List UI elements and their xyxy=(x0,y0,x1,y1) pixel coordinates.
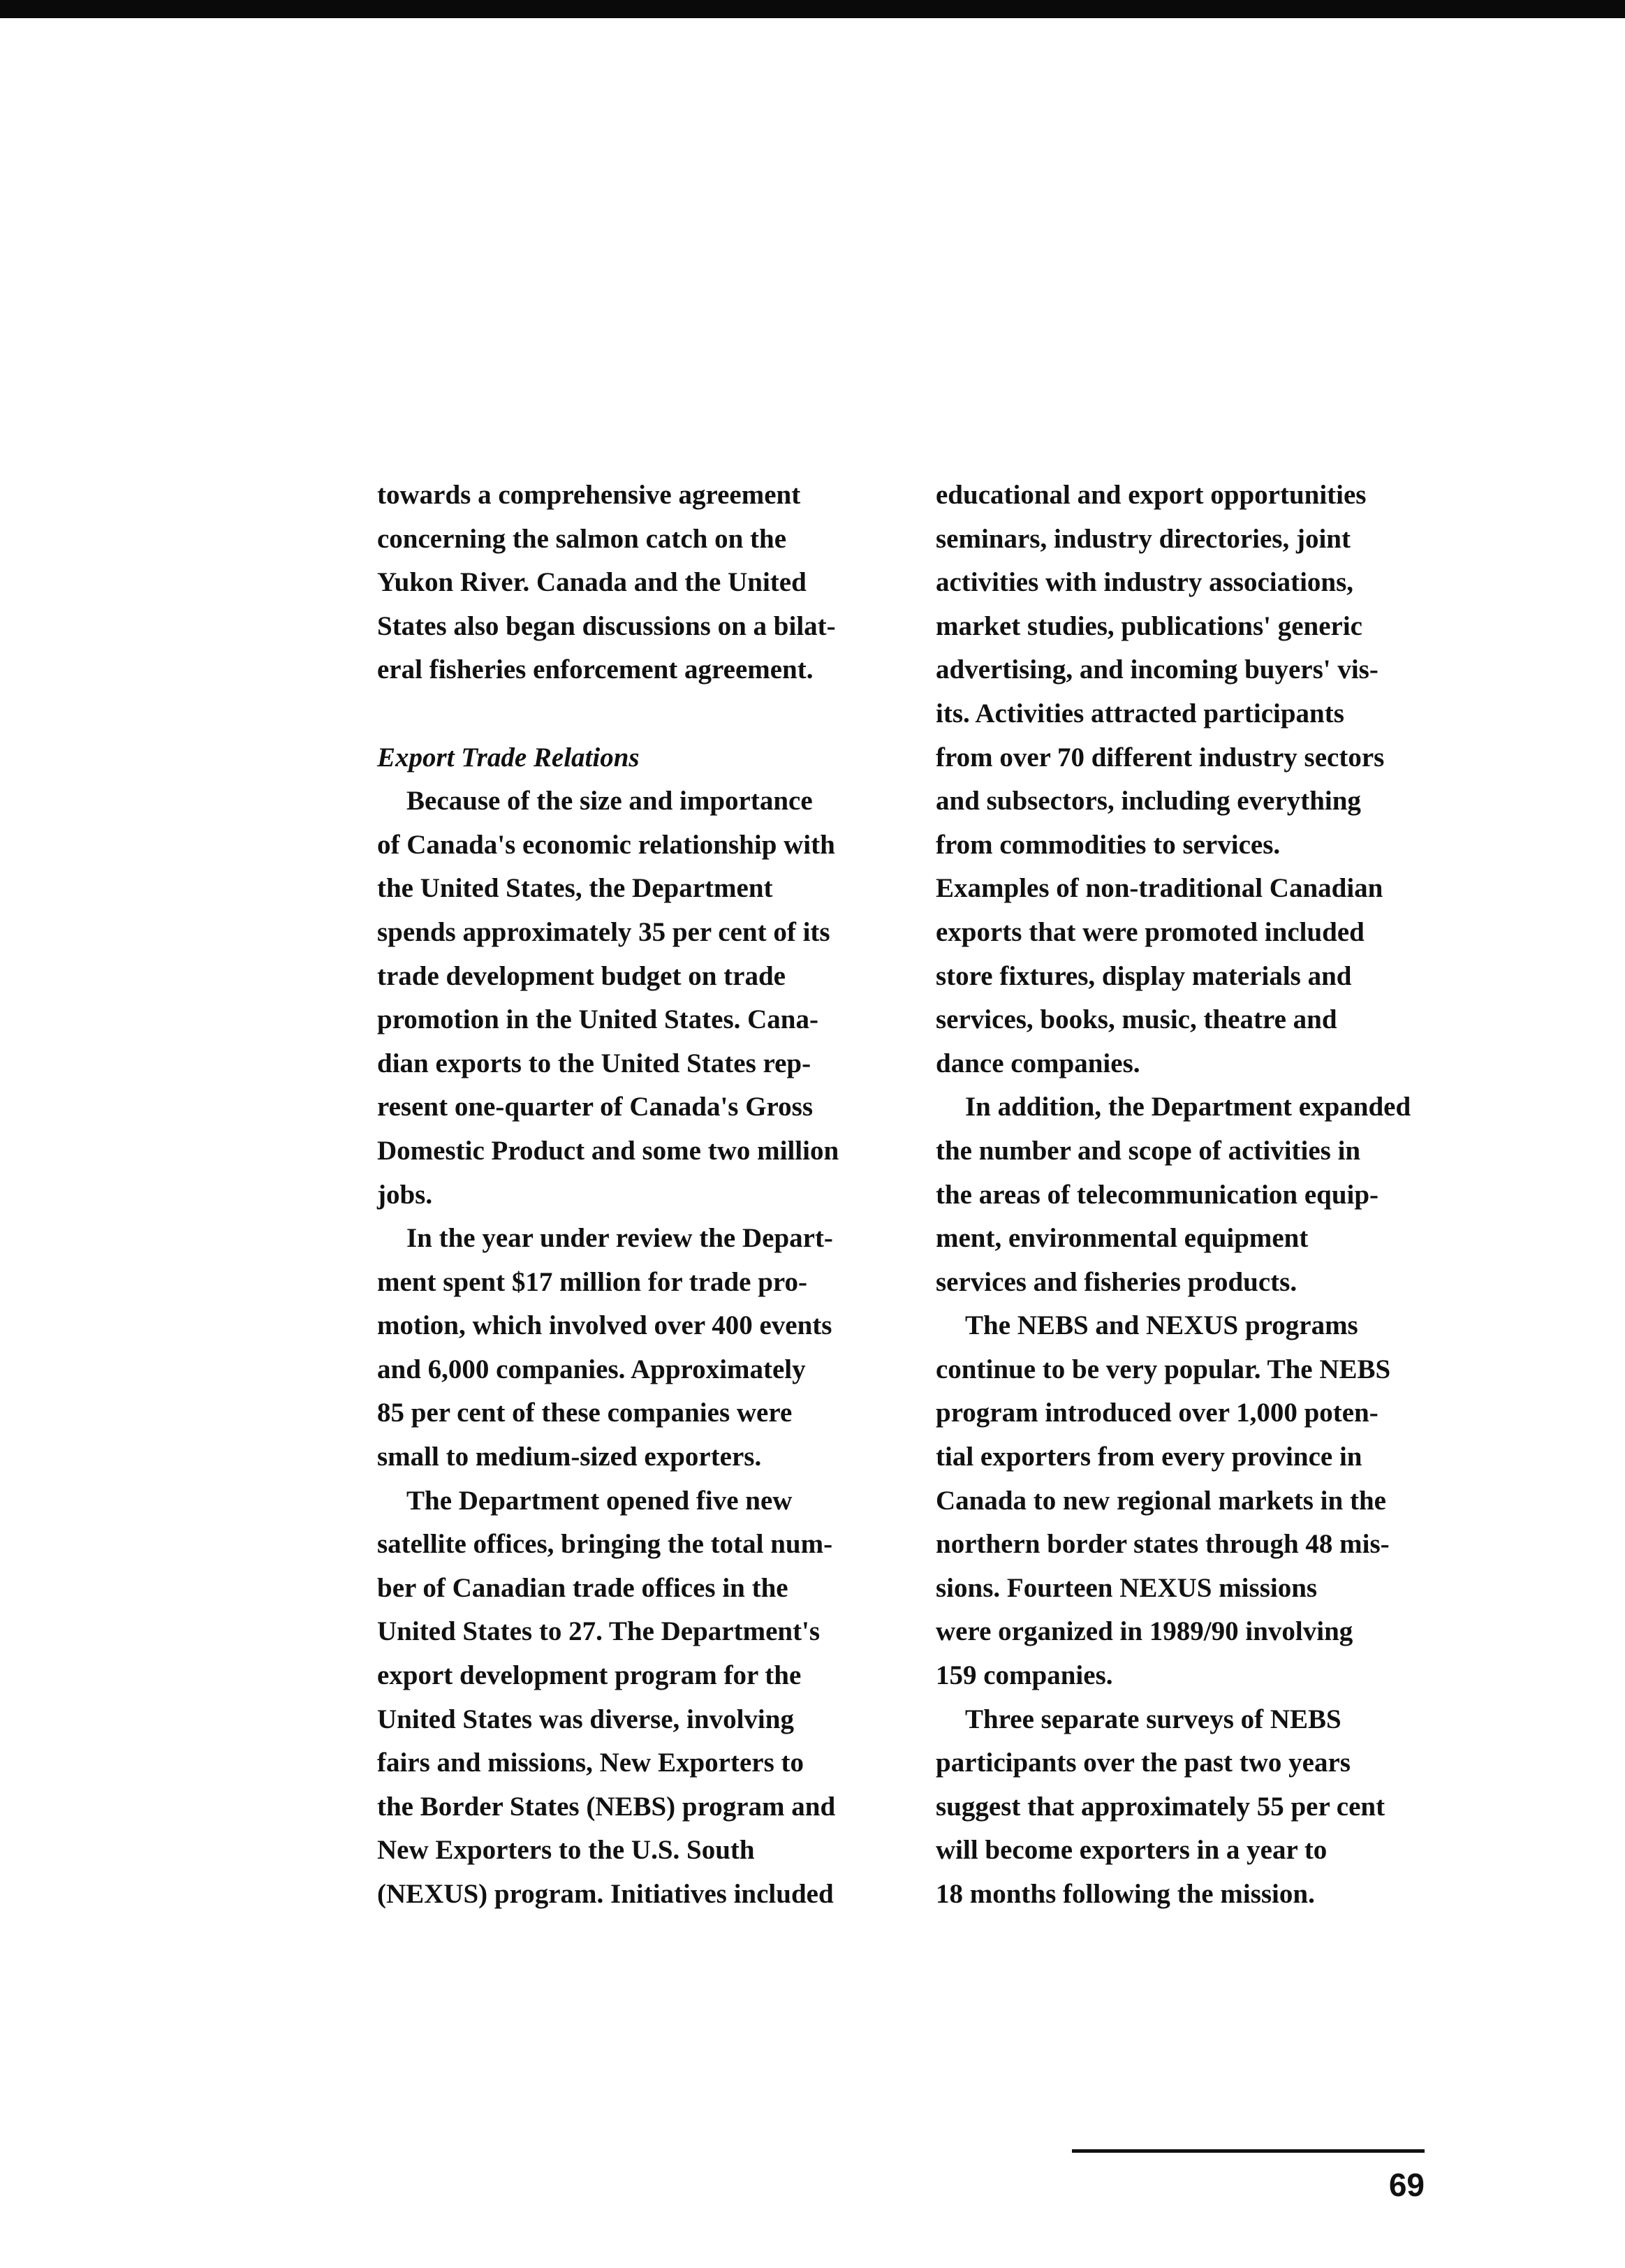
paragraph-initiatives: educational and export opportunities seminars, industry directories, joint activities with industry associations, market studies, publications' generic advertising, and incoming buyers' vis- its. Activities attracted participants from over 70 different industry sectors and subsectors, including everything from commodities to services. Examples of non-traditional Canadian exports that were promoted included store fixtures, display materials and services, books, music, theatre and dance companies. xyxy=(936,480,1385,1078)
paragraph-nebs-nexus-programs: The NEBS and NEXUS programs continue to be very popular. The NEBS program introduced over 1,000 poten- tial exporters from every province in Canada to new regional markets in the northern border states through 48 mis- sions. Fourteen NEXUS missions were organized in 1989/90 involving 159 companies. xyxy=(936,1310,1391,1691)
right-text-column xyxy=(936,474,1446,1917)
page-number: 69 xyxy=(1388,2167,1425,2203)
paragraph-nebs-surveys: Three separate surveys of NEBS participants over the past two years suggest that approximately 55 per cent will become exporters in a year to 18 months following the mission. xyxy=(936,1704,1385,1909)
paragraph-trade-promotion-spending: In the year under review the Depart- ment spent $17 million for trade pro- motion, which involved over 400 events and 6,000 companies. Approximately 85 per cent of these companies were small to medium-sized exporters. xyxy=(377,1223,833,1472)
left-text-column xyxy=(377,474,880,1917)
paragraph-satellite-offices: The Department opened five new satellite offices, bringing the total num- ber of Canadian trade offices in the United States to 27. The Department's export development program for the United States was diverse, involving fairs and missions, New Exporters to the Border States (NEBS) program and New Exporters to the U.S. South (NEXUS) program. Initiatives included xyxy=(377,1485,836,1909)
section-heading-export-trade-relations: Export Trade Relations xyxy=(377,742,640,773)
scan-top-border xyxy=(0,0,1625,18)
footer-rule xyxy=(1072,2149,1425,2153)
paragraph-expanded-activities: In addition, the Department expanded the number and scope of activities in the areas of telecommunication equip- ment, environmental equipment services and fisheries products. xyxy=(936,1092,1411,1297)
paragraph-economic-relationship: Because of the size and importance of Canada's economic relationship with the United States, the Department spends approximately 35 per cent of its trade development budget on trade promotion in the United States. Cana- dian exports to the United States rep- resent one-quarter of Canada's Gross Domestic Product and some two million jobs. xyxy=(377,786,839,1210)
paragraph-salmon-agreement: towards a comprehensive agreement concerning the salmon catch on the Yukon River. Canada and the United States also began discussions on a bilat- eral fisheries enforcement agreement. xyxy=(377,480,836,685)
